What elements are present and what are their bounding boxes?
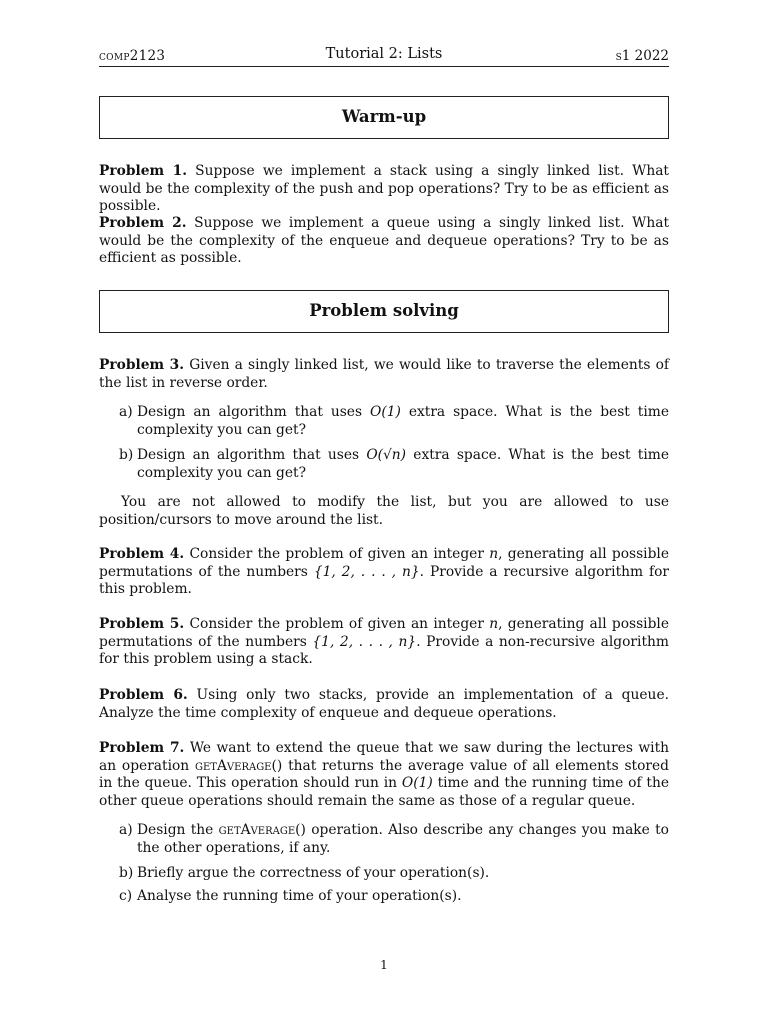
problem-4-text-1: Consider the problem of given an integer [189,546,484,562]
problem-7-label: Problem 7. [99,740,185,756]
problem-7 [99,740,669,810]
problem-5-label: Problem 5. [99,616,185,632]
problem-4-text-3: . Provide a recursive algorithm for this problem. [99,563,670,598]
p7-part-a-text-2: operation. Also describe any changes you make to the other operations, if any. [137,822,669,856]
p7-part-a-text-1: Design the [137,822,214,838]
problem-2 [99,215,669,268]
course-code: comp2123 [99,48,166,64]
problem-5-text-2: , generating all possible permutations of the numbers [99,616,669,650]
problem-5 [99,616,669,669]
problem-1-label: Problem 1. [99,163,188,179]
part-b-math: O(√n) [366,447,407,463]
p7-part-a-op: getAverage [218,822,296,838]
problem-7-parens: () [271,757,283,774]
problem-5-text-3: . Provide a non-recursive algorithm for this problem using a stack. [99,633,669,668]
p7-part-c-label: c) [119,888,133,904]
problem-5-set: {1, 2, . . . , n} [312,633,417,650]
page-number: 1 [380,958,388,972]
p7-part-b-text: Briefly argue the correctness of your operation(s). [137,865,490,881]
p7-part-c-text: Analyse the running time of your operation(s). [137,888,462,904]
problem-3-note: You are not allowed to modify the list, but you are allowed to use position/cursors to move around the list. [99,494,669,528]
part-a-text-2: extra space. What is the best time complexity you can get? [137,404,669,438]
problem-3-label: Problem 3. [99,357,185,373]
problem-1-text: Suppose we implement a stack using a singly linked list. What would be the complexity of the push and pop operations? Try to be as efficient as possible. [99,163,669,215]
problem-7-part-a [119,822,669,857]
problem-4-label: Problem 4. [99,546,185,562]
problem-4-var: n [489,546,499,562]
problem-5-text-1: Consider the problem of given an integer [189,616,484,632]
part-a-math: O(1) [370,404,401,420]
problem-7-text-2: that returns the average value of all elements stored in the queue. This operation should run in [99,757,669,792]
problem-7-text-1: We want to extend the queue that we saw during the lectures with an operation [99,740,669,774]
problem-7-text-3: time and the running time of the other queue operations should remain the same as those of a regular queue. [99,775,669,809]
problem-6-label: Problem 6. [99,687,188,703]
part-b-text-1: Design an algorithm that uses [137,447,360,463]
page-header [99,44,669,67]
problem-3-part-a [119,404,669,439]
section-problem-solving: Problem solving [99,290,669,333]
problem-3 [99,357,669,392]
problem-7-op: getAverage [195,757,272,774]
problem-4 [99,546,669,599]
problem-6-text: Using only two stacks, provide an implementation of a queue. Analyze the time complexity of enqueue and dequeue operations. [99,687,669,721]
problem-7-math: O(1) [401,775,433,792]
section-warmup: Warm-up [99,96,669,139]
part-a-label: a) [119,404,133,420]
problem-5-var: n [489,616,499,632]
problem-4-set: {1, 2, . . . , n} [313,563,420,580]
problem-7-part-b [119,865,669,883]
problem-3-text: Given a singly linked list, we would like to traverse the elements of the list in reverse order. [99,357,669,391]
part-b-text-2: extra space. What is the best time complexity you can get? [137,447,670,481]
problem-6 [99,687,669,722]
problem-4-text-2: , generating all possible permutations of the numbers [99,546,669,580]
problem-2-label: Problem 2. [99,215,187,231]
term: s1 2022 [615,48,669,64]
problem-1 [99,163,669,216]
part-a-text-1: Design an algorithm that uses [137,404,363,420]
problem-3-part-b [119,447,669,482]
problem-2-text: Suppose we implement a queue using a singly linked list. What would be the complexity of the enqueue and dequeue operations? Try to be as efficient as possible. [99,215,669,267]
p7-part-a-label: a) [119,822,133,838]
p7-part-a-parens: () [295,822,306,838]
problem-7-part-c [119,888,669,906]
p7-part-b-label: b) [119,865,134,881]
tutorial-title: Tutorial 2: Lists [325,46,443,62]
part-b-label: b) [119,447,134,463]
